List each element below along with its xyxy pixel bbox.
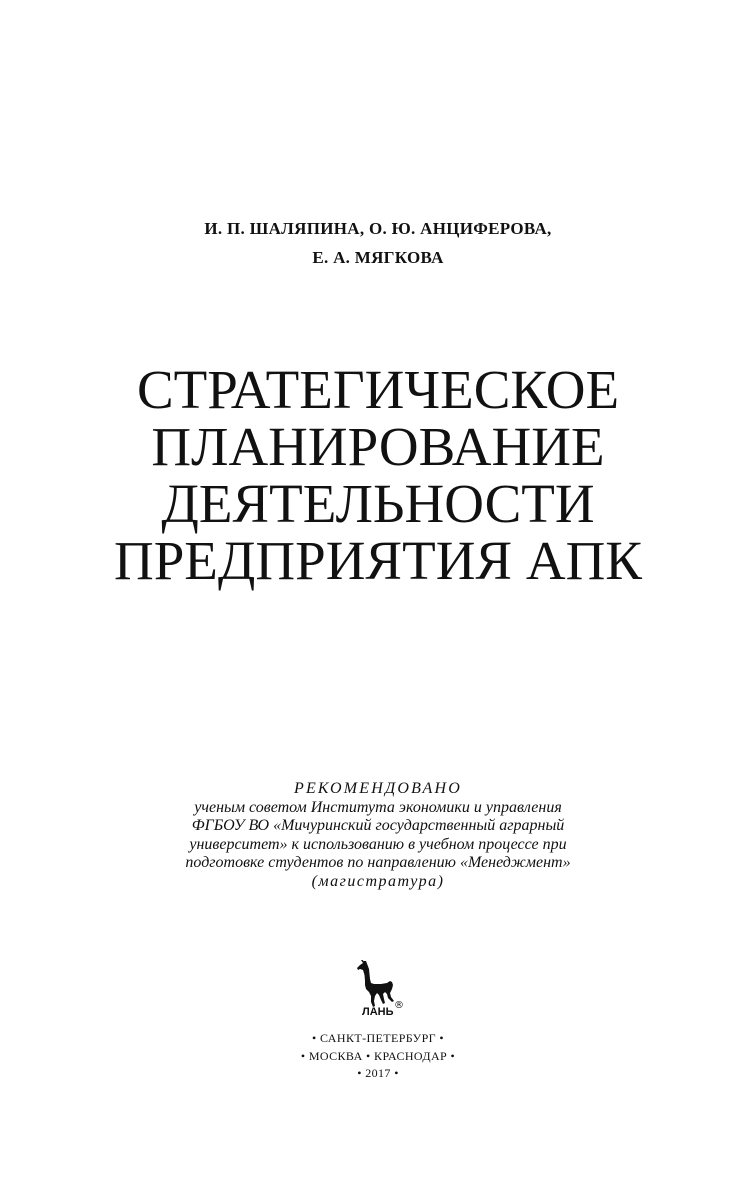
title-line-1: СТРАТЕГИЧЕСКОЕ: [136, 359, 620, 420]
authors-line-1: И. П. ШАЛЯПИНА, О. Ю. АНЦИФЕРОВА,: [204, 219, 552, 238]
imprint-city-2: • МОСКВА • КРАСНОДАР •: [300, 1048, 456, 1063]
registered-mark: ®: [394, 1000, 404, 1011]
imprint-city-1: • САНКТ-ПЕТЕРБУРГ •: [312, 1031, 444, 1045]
publisher-name: ЛАНЬ: [362, 1006, 394, 1018]
title-line-4: ПРЕДПРИЯТИЯ АПК: [113, 530, 642, 591]
recommendation-block: [0, 780, 756, 892]
recommendation-heading: РЕКОМЕНДОВАНО: [293, 780, 462, 797]
authors-block: [0, 214, 756, 272]
recommendation-line-2: ФГБОУ ВО «Мичуринский государственный аграрный: [191, 817, 565, 835]
imprint-block: [0, 1030, 756, 1083]
title-line-2: ПЛАНИРОВАНИЕ: [151, 416, 605, 477]
recommendation-line-3: университет» к использованию в учебном процессе при: [189, 835, 567, 853]
recommendation-line-4: подготовке студентов по направлению «Менеджмент»: [185, 854, 571, 872]
authors-line-2: Е. А. МЯГКОВА: [312, 248, 444, 267]
imprint-year: • 2017 •: [357, 1066, 399, 1080]
book-title: [0, 361, 756, 589]
recommendation-line-5: (магистратура): [311, 872, 445, 890]
title-line-3: ДЕЯТЕЛЬНОСТИ: [161, 473, 595, 534]
recommendation-line-1: ученым советом Института экономики и управления: [194, 798, 562, 816]
